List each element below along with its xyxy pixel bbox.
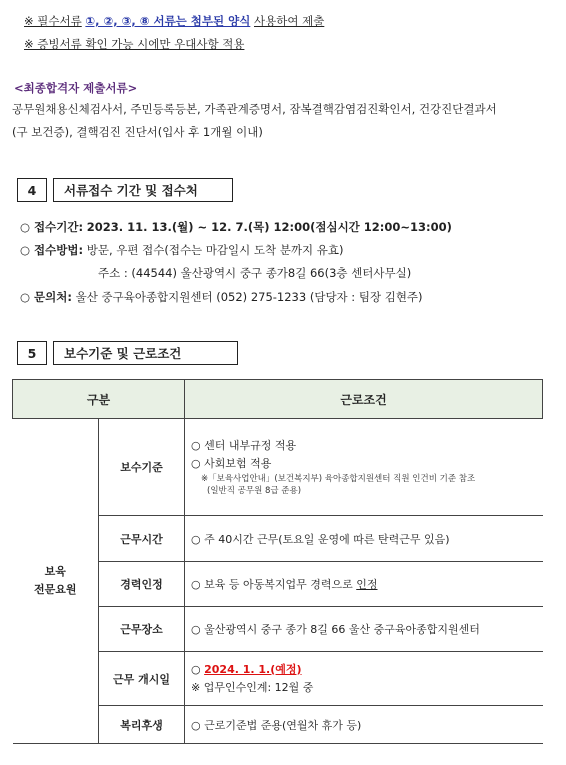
address: 주소 : (44544) 울산광역시 중구 종가8길 66(3층 센터사무실) xyxy=(98,266,412,280)
salary-line1: ○ 센터 내부규정 적용 xyxy=(191,439,297,452)
final-docs-heading: <최종합격자 제출서류> xyxy=(14,81,138,95)
row-label-benefits: 복리후생 xyxy=(99,706,185,744)
salary-note2: (일반직 공무원 8급 준용) xyxy=(207,486,302,496)
work-conditions-table xyxy=(12,379,543,744)
row-desc-start-date xyxy=(185,652,543,706)
section5-number: 5 xyxy=(17,341,47,365)
required-docs-note xyxy=(24,13,324,29)
table-row xyxy=(13,419,543,516)
period-row xyxy=(20,219,452,235)
method-value: 방문, 우편 접수(접수는 마감일시 도착 분까지 유효) xyxy=(86,243,344,257)
row-label-location: 근무장소 xyxy=(99,607,185,652)
required-docs-prefix: ※ 필수서류 xyxy=(24,14,82,28)
handover-note: ※ 업무인수인계: 12월 중 xyxy=(191,680,314,694)
required-docs-highlight: ①, ②, ③, ⑧ 서류는 첨부된 양식 xyxy=(85,14,251,28)
contact-row xyxy=(20,289,423,305)
row-label-career: 경력인정 xyxy=(99,562,185,607)
row-desc-salary xyxy=(185,419,543,516)
start-date-prefix: ○ xyxy=(191,662,201,676)
contact-label: ○ 문의처: xyxy=(20,290,72,304)
section5-header xyxy=(17,341,238,365)
row-desc-benefits: ○ 근로기준법 준용(연월차 휴가 등) xyxy=(185,706,543,744)
header-conditions: 근로조건 xyxy=(185,380,543,419)
salary-note1: ※「보육사업안내」(보건복지부) 육아종합지원센터 직원 인건비 기준 참조 xyxy=(201,474,476,484)
row-label-hours: 근무시간 xyxy=(99,516,185,562)
row-label-start-date: 근무 개시일 xyxy=(99,652,185,706)
career-highlight: 인정 xyxy=(356,578,378,591)
table-header-row xyxy=(13,380,543,419)
required-docs-suffix: 사용하여 제출 xyxy=(254,14,325,28)
final-docs-line1: 공무원채용신체검사서, 주민등록등본, 가족관계증명서, 잠복결핵감염검진확인서, 건강진단결과서 xyxy=(12,102,497,116)
row-desc-career xyxy=(185,562,543,607)
section5-title: 보수기준 및 근로조건 xyxy=(53,341,238,365)
method-label: ○ 접수방법: xyxy=(20,243,84,257)
final-docs-line2: (구 보건증), 결핵검진 진단서(입사 후 1개월 이내) xyxy=(12,125,263,139)
category-cell xyxy=(13,419,99,744)
row-label-salary: 보수기준 xyxy=(99,419,185,516)
start-date-value: 2024. 1. 1.(예정) xyxy=(204,662,302,676)
category-line1: 보육 xyxy=(44,565,66,578)
evidence-note: ※ 증빙서류 확인 가능 시에만 우대사항 적용 xyxy=(24,37,245,51)
method-row xyxy=(20,242,343,258)
row-desc-location: ○ 울산광역시 중구 종가 8길 66 울산 중구육아종합지원센터 xyxy=(185,607,543,652)
section4-header xyxy=(17,178,233,202)
row-desc-hours: ○ 주 40시간 근무(토요일 운영에 따른 탄력근무 있음) xyxy=(185,516,543,562)
career-prefix: ○ 보육 등 아동복지업무 경력으로 xyxy=(191,578,353,591)
category-line2: 전문요원 xyxy=(33,583,77,596)
contact-value: 울산 중구육아종합지원센터 (052) 275-1233 (담당자 : 팀장 김현주) xyxy=(75,290,423,304)
section4-title: 서류접수 기간 및 접수처 xyxy=(53,178,233,202)
period-label: ○ 접수기간: xyxy=(20,220,84,234)
period-value: 2023. 11. 13.(월) ~ 12. 7.(목) 12:00(점심시간 12:00~13:00) xyxy=(86,220,452,234)
section4-number: 4 xyxy=(17,178,47,202)
header-category: 구분 xyxy=(13,380,185,419)
salary-line2: ○ 사회보험 적용 xyxy=(191,457,272,470)
